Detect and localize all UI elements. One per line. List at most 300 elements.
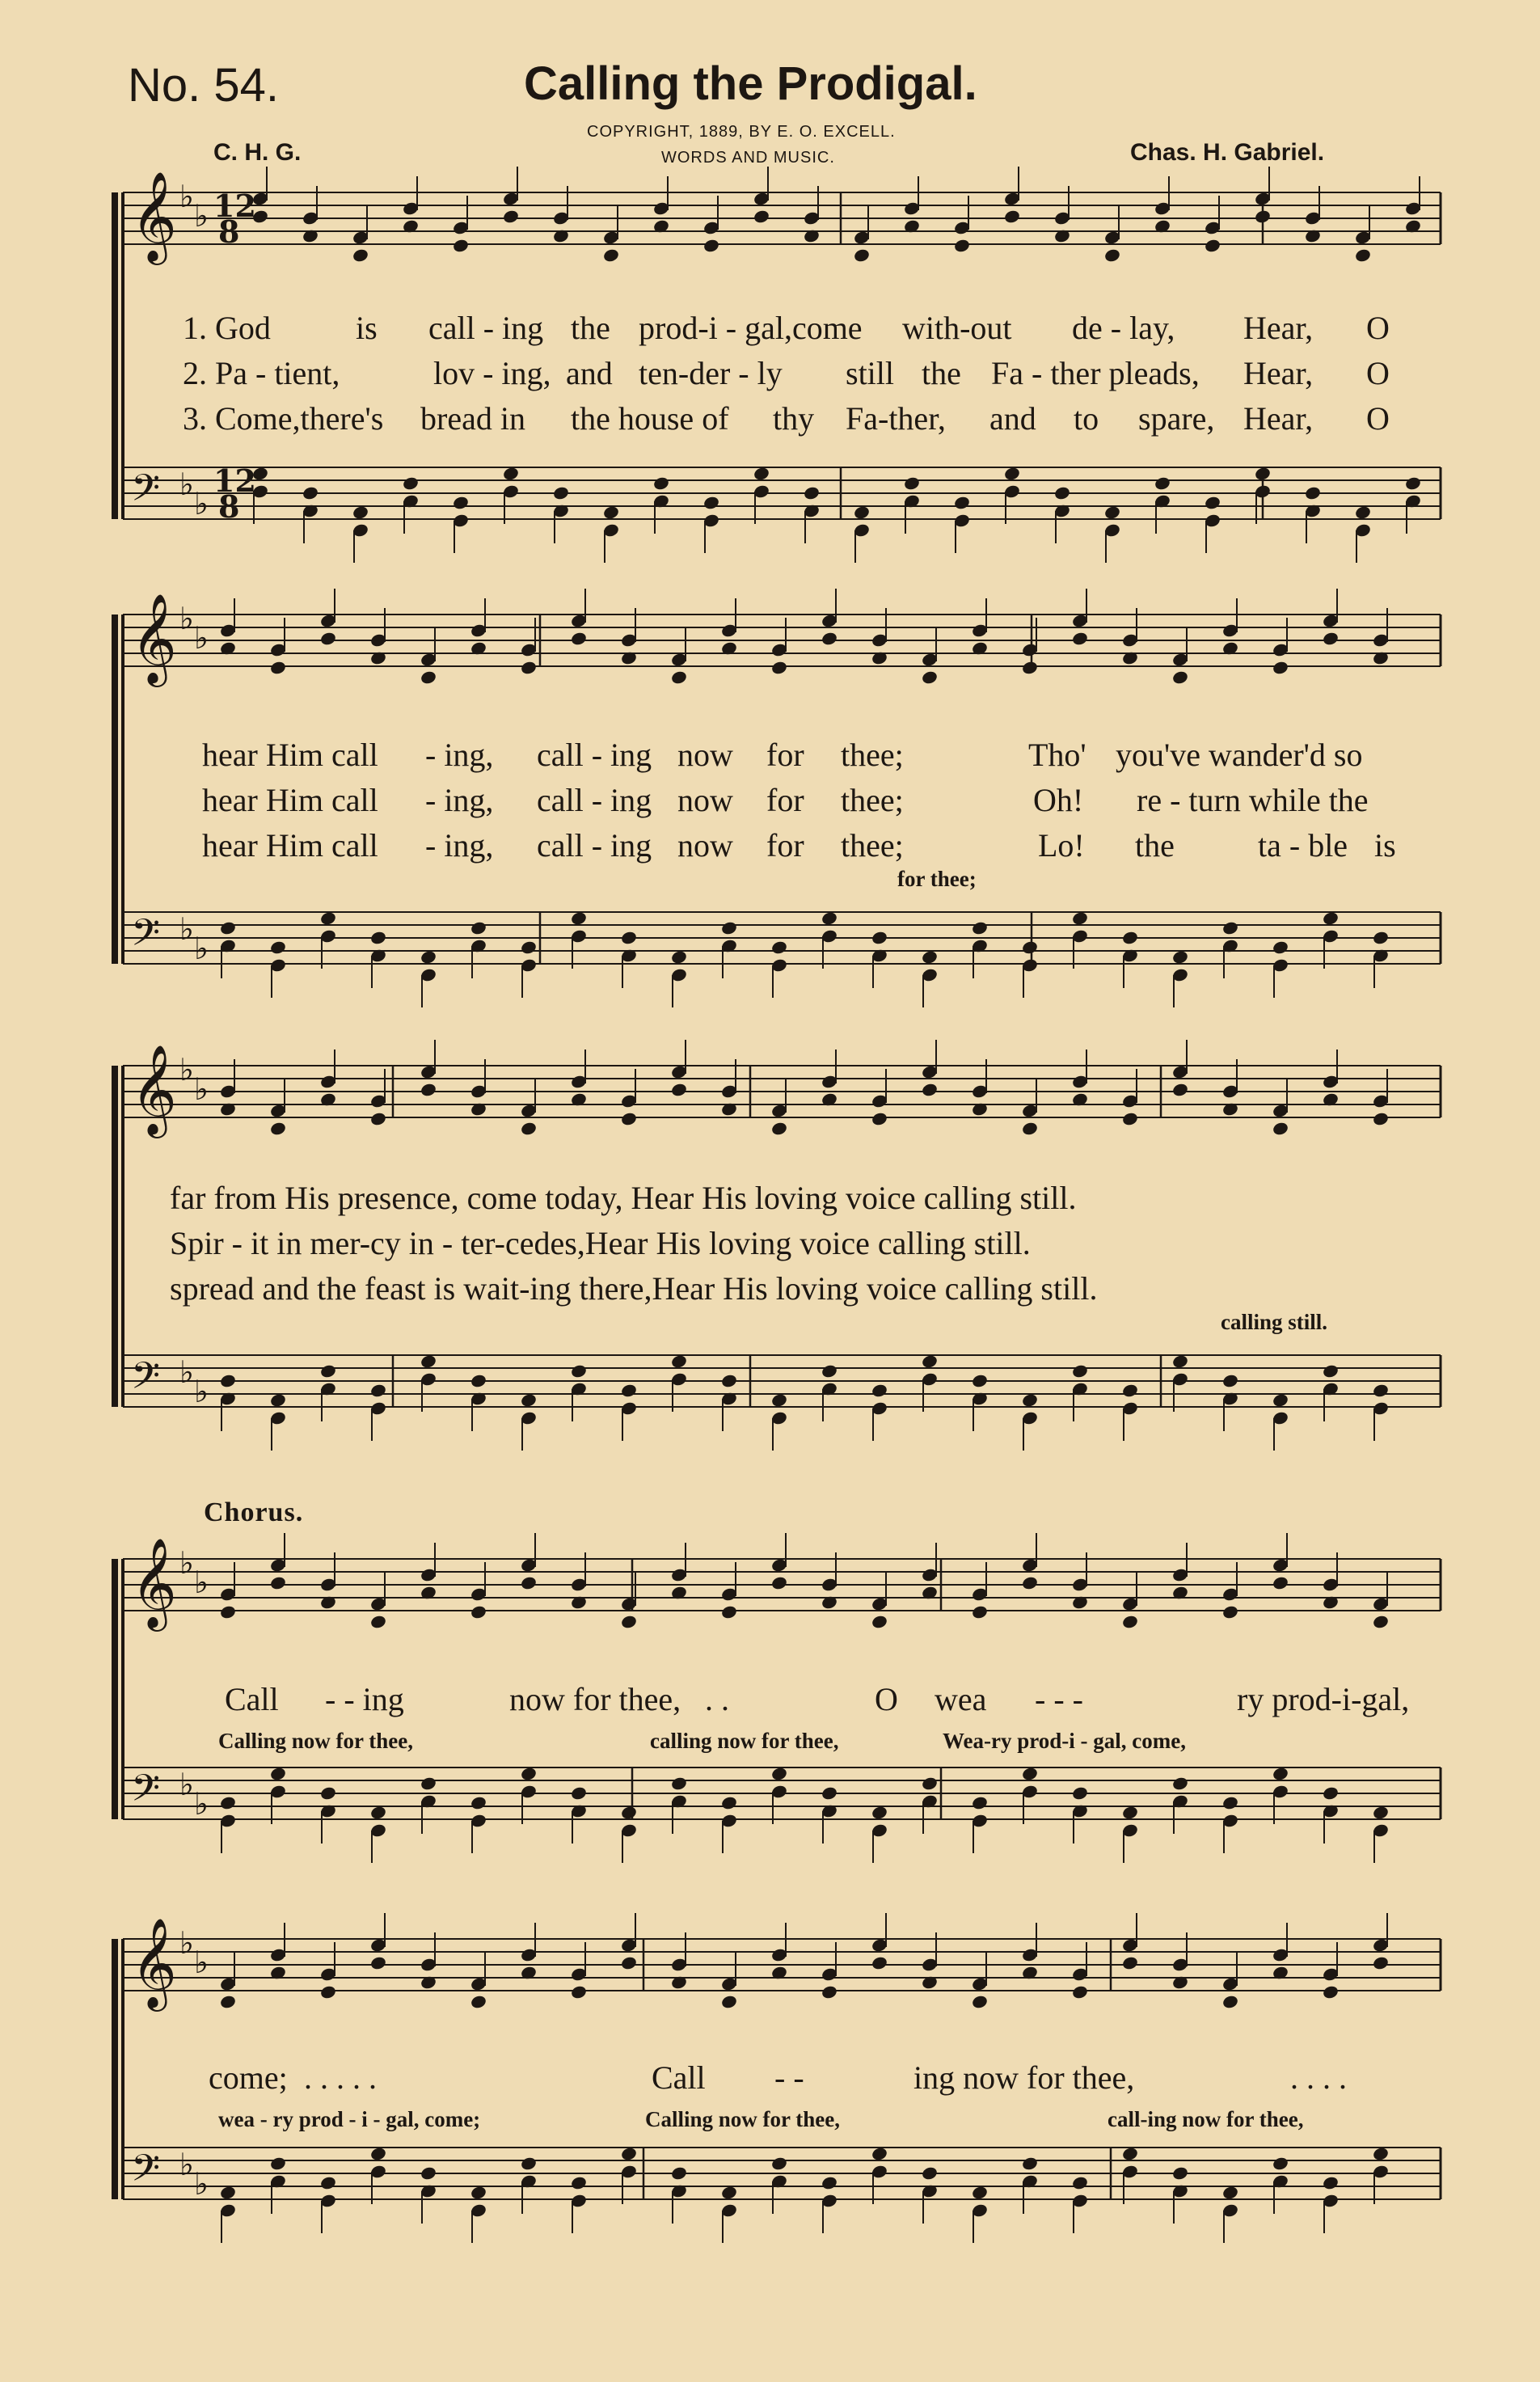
lyric: . . [705,1681,729,1717]
note-head [921,1354,939,1369]
note-head [1021,1392,1039,1408]
note-head [921,669,939,685]
note-head [1204,495,1221,510]
composer-credit: Chas. H. Gabriel. [1130,139,1325,166]
lyric: O [875,1681,898,1717]
note-head [720,1795,738,1810]
note-head [470,1795,487,1810]
system3-verse3: spread and the feast is wait-ing there,Hear His loving voice calling still. [170,1270,1098,1307]
lyric: . . . . [1290,2059,1347,2096]
lyric: for [766,737,804,773]
lyric: is [1374,827,1396,864]
note-head [971,920,989,935]
note-head [753,466,770,481]
note-head [520,940,538,955]
note-head [770,1575,788,1590]
time-signature-bottom: 8 [218,213,240,250]
lyric: bread in [420,400,525,437]
note-head [652,475,670,491]
lyric: now for thee, [509,1681,681,1717]
lyric: and [989,400,1036,437]
note-head [1272,1121,1289,1136]
note-head [302,485,319,500]
flat-icon: ♭ [194,198,209,234]
lyric: . . . . . [304,2059,377,2096]
note-head [420,1082,437,1097]
note-head [269,1766,287,1781]
note-head [219,1994,237,2009]
note-head [821,2175,838,2190]
note-head [319,631,337,646]
note-head [921,1776,939,1791]
lyric: Oh! [1033,782,1084,818]
lyric: call - ing [537,782,652,818]
note-head [470,1604,487,1620]
note-head [1372,1383,1390,1398]
lyric: hear Him call [202,782,378,818]
note-head [1171,949,1189,965]
note-head [1272,1392,1289,1408]
note-head [319,2175,337,2190]
note-head [1103,505,1121,520]
note-head [219,1604,237,1620]
lyric: Call [652,2059,706,2096]
hymn-title: Calling the Prodigal. [524,57,977,110]
note-head [219,1795,237,1810]
flat-icon: ♭ [194,1945,209,1980]
lyric: Hear, [1243,355,1314,391]
note-head [269,1392,287,1408]
flat-icon: ♭ [179,467,194,502]
lyric: re - turn while the [1137,782,1369,818]
note-head [1071,1984,1089,2000]
flat-icon: ♭ [179,1545,194,1581]
note-head [1121,2146,1139,2161]
note-head [871,1614,888,1629]
flat-icon: ♭ [194,2166,209,2202]
note-head [602,247,620,263]
note-head [1272,1766,1289,1781]
note-head [1372,1955,1390,1970]
lyric: the [571,310,610,346]
note-head [620,1111,638,1126]
lyric: - ing, [425,737,494,773]
note-head [319,910,337,926]
flat-icon: ♭ [179,1052,194,1088]
note-head [1354,247,1372,263]
note-head [1071,1785,1089,1801]
note-head [420,949,437,965]
note-head [369,1614,387,1629]
note-head [470,1373,487,1388]
note-head [1071,2175,1089,2190]
lyric: Hear, [1243,310,1314,346]
note-head [1171,1082,1189,1097]
note-head [570,1984,588,2000]
note-head [1003,466,1021,481]
note-head [1272,1575,1289,1590]
note-head [770,660,788,675]
note-head [520,1575,538,1590]
bass-clef-icon: 𝄢 [131,911,161,964]
note-head [570,1363,588,1379]
copyright-line: COPYRIGHT, 1889, BY E. O. EXCELL. [587,123,896,141]
bass-clef-icon: 𝄢 [131,1354,161,1407]
bass-cue: Calling now for thee, [218,1729,413,1753]
note-head [670,1354,688,1369]
lyric: and [566,355,613,391]
note-head [1372,1805,1390,1820]
note-head [1021,1766,1039,1781]
bass-cue: Wea-ry prod-i - gal, come, [943,1729,1186,1753]
note-head [369,1955,387,1970]
note-head [1254,466,1272,481]
note-head [1021,940,1039,955]
note-head [720,920,738,935]
note-head [821,910,838,926]
lyric: thee; [841,827,904,864]
note-head [319,1363,337,1379]
note-head [520,660,538,675]
lyric: Fa - ther pleads, [991,355,1200,391]
note-head [1021,1575,1039,1590]
bass-cue: calling still. [1221,1310,1328,1334]
treble-clef-icon: 𝄞 [131,171,177,261]
note-head [953,238,971,253]
flat-icon: ♭ [194,931,209,966]
note-head [1272,2156,1289,2171]
note-head [269,1121,287,1136]
note-head [452,238,470,253]
note-head [1254,209,1272,224]
time-signature-bottom: 8 [218,488,240,525]
note-head [871,1805,888,1820]
lyric: - ing, [425,827,494,864]
note-head [953,495,971,510]
note-head [1121,1383,1139,1398]
note-head [821,631,838,646]
note-head [670,1082,688,1097]
note-head [871,930,888,945]
lyric: - - [774,2059,804,2096]
note-head [1071,631,1089,646]
note-head [219,2185,237,2200]
note-head [1021,1121,1039,1136]
lyric: still [846,355,895,391]
bass-cue: Calling now for thee, [645,2107,840,2131]
note-head [520,1392,538,1408]
note-head [352,505,369,520]
treble-clef-icon: 𝄞 [131,1044,177,1134]
note-head [369,2146,387,2161]
note-head [369,1111,387,1126]
lyric: prod-i - gal,come [639,310,863,346]
note-head [1204,238,1221,253]
treble-clef-icon: 𝄞 [131,1537,177,1628]
note-head [720,1994,738,2009]
note-head [1372,930,1390,945]
note-head [1322,910,1340,926]
lyric: de - lay, [1072,310,1175,346]
note-head [1071,1363,1089,1379]
note-head [921,1082,939,1097]
lyric: call - ing [428,310,544,346]
note-head [470,920,487,935]
lyric: is [356,310,378,346]
lyric: come; [209,2059,288,2096]
chorus-label: Chorus. [204,1497,304,1527]
note-head [871,2146,888,2161]
note-head [1121,1111,1139,1126]
note-head [319,1785,337,1801]
lyric: Hear, [1243,400,1314,437]
flat-icon: ♭ [179,179,194,214]
note-head [903,475,921,491]
lyric: O [1366,355,1390,391]
note-head [702,238,720,253]
bass-cue: call-ing now for thee, [1108,2107,1304,2131]
lyric: ing now for thee, [913,2059,1135,2096]
note-head [420,669,437,685]
lyric: the [922,355,961,391]
lyric: hear Him call [202,827,378,864]
note-head [1171,2165,1189,2181]
note-head [770,1121,788,1136]
lyric: ry prod-i-gal, [1237,1681,1410,1717]
note-head [1121,1955,1139,1970]
treble-clef-icon: 𝄞 [131,1917,177,2008]
bass-clef-icon: 𝄢 [131,467,161,519]
note-head [1304,485,1322,500]
lyric: - - ing [325,1681,404,1717]
lyric: - ing, [425,782,494,818]
lyric: O [1366,400,1390,437]
note-head [1322,1984,1340,2000]
lyric: with-out [902,310,1012,346]
note-head [853,505,871,520]
note-head [452,495,470,510]
lyric: ten-der - ly [639,355,783,391]
note-head [670,949,688,965]
note-head [971,2185,989,2200]
note-head [720,1604,738,1620]
note-head [670,1776,688,1791]
lyric: - - - [1035,1681,1083,1717]
note-head [871,1383,888,1398]
note-head [369,1383,387,1398]
lyric: 2. Pa - tient, [183,355,340,391]
note-head [702,495,720,510]
lyric: the house of [571,400,729,437]
note-head [821,1785,838,1801]
flat-icon: ♭ [194,1786,209,1822]
note-head [1121,1805,1139,1820]
note-head [570,2175,588,2190]
note-head [670,2165,688,2181]
bass-clef-icon: 𝄢 [131,2147,161,2199]
note-head [402,475,420,491]
note-head [602,505,620,520]
note-head [720,1373,738,1388]
lyric: to [1074,400,1099,437]
note-head [921,949,939,965]
flat-icon: ♭ [179,1354,194,1390]
note-head [1272,940,1289,955]
note-head [420,1354,437,1369]
note-head [1322,1363,1340,1379]
note-head [971,1795,989,1810]
flat-icon: ♭ [194,1565,209,1600]
note-head [570,910,588,926]
flat-icon: ♭ [179,1767,194,1802]
note-head [1221,1994,1239,2009]
note-head [971,1994,989,2009]
note-head [552,485,570,500]
note-head [1171,1354,1189,1369]
note-head [871,1955,888,1970]
flat-icon: ♭ [194,1071,209,1107]
flat-icon: ♭ [179,2147,194,2182]
note-head [1003,209,1021,224]
note-head [670,669,688,685]
note-head [620,1955,638,1970]
system3-verse1: far from His presence, come today, Hear His loving voice calling still. [170,1180,1077,1216]
lyric: thee; [841,737,904,773]
note-head [620,930,638,945]
note-head [803,485,821,500]
lyric: now [677,737,733,773]
note-head [420,2165,437,2181]
note-head [520,1121,538,1136]
note-head [502,466,520,481]
note-head [219,920,237,935]
note-head [620,1805,638,1820]
note-head [770,1392,788,1408]
note-head [1372,1614,1390,1629]
lyric: Fa-ther, [846,400,946,437]
system3-verse2: Spir - it in mer-cy in - ter-cedes,Hear His loving voice calling still. [170,1225,1031,1261]
note-head [1221,1795,1239,1810]
lyric: wea [935,1681,987,1717]
note-head [1071,910,1089,926]
note-head [470,1994,487,2009]
note-head [1021,2156,1039,2171]
note-head [1354,505,1372,520]
note-head [1021,660,1039,675]
note-head [470,2185,487,2200]
note-head [753,209,770,224]
note-head [520,1766,538,1781]
lyric: now [677,827,733,864]
note-head [1221,1604,1239,1620]
lyric: lov - ing, [433,355,551,391]
note-head [821,1984,838,2000]
note-head [269,2156,287,2171]
note-head [1171,669,1189,685]
note-head [1103,247,1121,263]
lyric: spare, [1138,400,1215,437]
note-head [269,1575,287,1590]
note-head [319,1984,337,2000]
note-head [1322,1785,1340,1801]
flat-icon: ♭ [194,1374,209,1409]
lyric: now [677,782,733,818]
lyric: you've wander'd so [1116,737,1363,773]
flat-icon: ♭ [194,486,209,522]
note-head [269,940,287,955]
note-head [520,2156,538,2171]
bass-cue: wea - ry prod - i - gal, come; [218,2107,481,2131]
note-head [770,940,788,955]
time-signature-top: 12 [213,188,256,224]
flat-icon: ♭ [179,601,194,636]
note-head [570,631,588,646]
flat-icon: ♭ [179,911,194,947]
note-head [219,1373,237,1388]
lyric: hear Him call [202,737,378,773]
note-head [269,660,287,675]
note-head [971,1604,989,1620]
note-head [1272,660,1289,675]
note-head [1404,475,1422,491]
lyric: thee; [841,782,904,818]
note-head [1121,1614,1139,1629]
note-head [620,1383,638,1398]
note-head [770,1766,788,1781]
flat-icon: ♭ [179,1925,194,1961]
note-head [971,1373,989,1388]
note-head [570,1785,588,1801]
note-head [1322,2175,1340,2190]
note-head [1372,2146,1390,2161]
flat-icon: ♭ [194,620,209,656]
lyric: the [1135,827,1175,864]
note-head [620,1614,638,1629]
lyric: 3. Come,there's [183,400,384,437]
note-head [853,247,871,263]
note-head [1053,485,1071,500]
lyricist-credit: C. H. G. [213,139,302,166]
note-head [921,2165,939,2181]
time-signature-top: 12 [213,462,256,499]
lyric: for [766,782,804,818]
note-head [1121,930,1139,945]
lyric: 1. God [183,310,271,346]
note-head [369,930,387,945]
lyric: Call [225,1681,279,1717]
lyric: for [766,827,804,864]
lyric: Lo! [1038,827,1085,864]
note-head [1322,631,1340,646]
lyric: thy [773,400,815,437]
note-head [1221,920,1239,935]
note-head [871,1111,888,1126]
bass-cue: for thee; [897,867,977,891]
lyric: call - ing [537,737,652,773]
note-head [770,2156,788,2171]
note-head [620,2146,638,2161]
note-head [1221,2185,1239,2200]
lyric: O [1366,310,1390,346]
treble-clef-icon: 𝄞 [131,593,177,683]
words-and-music-line: WORDS AND MUSIC. [661,149,835,167]
note-head [1154,475,1171,491]
note-head [821,1363,838,1379]
bass-clef-icon: 𝄢 [131,1767,161,1819]
note-head [1221,1373,1239,1388]
note-head [1171,1776,1189,1791]
lyric: Tho' [1028,737,1086,773]
